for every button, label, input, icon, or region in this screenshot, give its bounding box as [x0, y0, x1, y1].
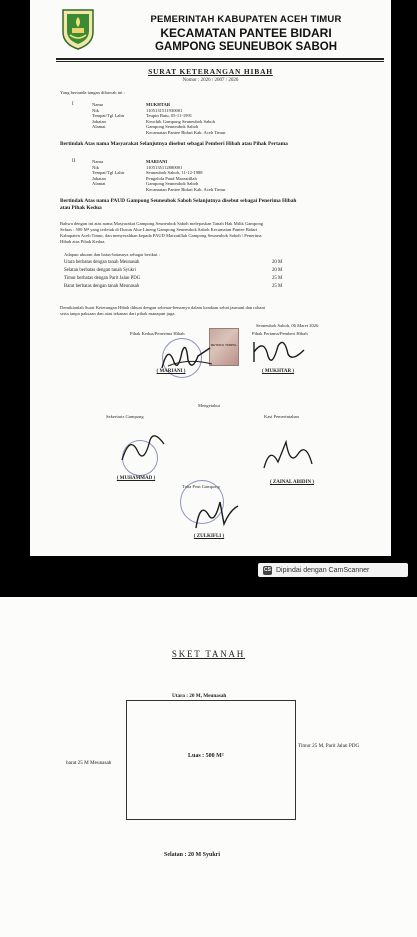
sketch-page [0, 597, 417, 937]
witness-title: Mengetahui [198, 403, 220, 408]
elder-role: Tuha Peut Gampong [182, 484, 220, 489]
letterhead-district: KECAMATAN PANTEE BIDARI [160, 26, 332, 40]
section-head-role: Kasi Pemerintahan [264, 414, 299, 419]
elder-signature-icon [190, 494, 242, 534]
party-two-number: II [72, 159, 76, 164]
camscanner-watermark [258, 563, 408, 577]
sketch-area-label: Luas : 500 M² [188, 753, 224, 759]
sketch-south-label: Selatan : 20 M Syukri [164, 852, 221, 858]
place-date: Seuneubok Saboh, 06 Maret 2026 [256, 323, 319, 328]
party-two-row: Nik 1105135112880001 [92, 164, 183, 170]
letterhead-regency: PEMERINTAH KABUPATEN ACEH TIMUR [150, 14, 342, 25]
sketch-west-label: barat 25 M Meunasah [66, 760, 112, 766]
receiver-role: Pihak Kedua/Penerima Hibah [130, 331, 185, 336]
camscanner-text: Dipindai dengan CamScanner [276, 566, 370, 574]
party-one-row: Tempat/Tgl Lahir Teupin Batu, 05-11-1991 [92, 113, 193, 119]
document-number: Nomor : 2026 / 2007 / 2026 [182, 78, 239, 83]
section-head-signature-icon [260, 436, 316, 476]
party-two-row: Tempat/Tgl Lahir Seuneubok Saboh, 11-12-1988 [92, 170, 203, 176]
opening-line: Yang bertanda tangan dibawah ini : [60, 90, 125, 95]
closing-line: serta tanpa paksaan dan atau tekanan dari pihak manapun juga. [60, 311, 176, 316]
party-one-statement: Bertindak Atas nama Masyarakat Selanjutnya disebut sebagai Pemberi Hibah atau Pihak Pertama [60, 141, 288, 147]
elder-name: ( ZULKIFLI ) [193, 534, 225, 539]
document-title: SURAT KETERANGAN HIBAH [148, 67, 273, 76]
body-line: Hibah atas Pihak Kedua. [60, 239, 106, 244]
body-line: Kabupaten Aceh Timur, dan menyerahkan kepada PAUD Marzatillah Gampong Seuneubok Saboh / Penerima [60, 233, 262, 238]
closing-line: Demikianlah Surat Keterangan Hibah dibuat dengan sebenar-benarnya dalam keadaan sehat jasmani dan rohani [60, 305, 266, 310]
party-one-row: Kecamatan Pantee Bidari Kab. Aceh Timur [146, 130, 226, 135]
materai-stamp: METERAI TEMPEL [209, 328, 239, 366]
body-line: Bahwa dengan ini atas nama Masyarakat Gampong Seuneubok Saboh melepaskan Tanah Hak Milik Gampong [60, 221, 264, 226]
secretary-name: ( MUHAMMAD ) [116, 476, 156, 481]
secretary-signature-icon [118, 430, 168, 466]
party-one-row: Jabatan Keuchik Gampong Seuneubok Saboh [92, 118, 216, 124]
party-two-row: Alamat Gampong Seuneubok Saboh [92, 181, 199, 187]
party-one-number: I [72, 102, 74, 107]
party-two-row: Jabatan Pengelola Paud Marzatillah [92, 175, 197, 181]
section-head-name: ( ZAINAL ABIDIN ) [269, 480, 315, 485]
boundary-item: Selatan berbatas dengan tanah Syukri 20 M [64, 268, 283, 273]
boundary-item: Barat berbatas dengan tanah Meunasah 25 M [64, 284, 283, 289]
sketch-east-label: Timur 25 M, Parit Jalan PDG [298, 743, 360, 749]
party-one-row: Alamat Gampong Seuneubok Saboh [92, 124, 199, 130]
party-two-statement-cont: atau Pihak Kedua [60, 205, 102, 211]
party-two-row: Kecamatan Pantee Bidari Kab. Aceh Timur [146, 187, 226, 192]
party-two-statement: Bertindak Atas nama PAUD Gampong Seuneubok Saboh Selanjutnya disebut sebagai Penerima Hibah [60, 198, 297, 204]
boundary-item: Utara berbatas dengan tanah Meunasah 20 M [64, 260, 283, 265]
aceh-timur-emblem-icon [60, 8, 96, 50]
boundaries-intro: Adapun ukuran dan batas-batasnya sebagai berikut : [64, 252, 160, 257]
party-two-row: Nama MARIANI [92, 159, 168, 164]
land-plot-outline [126, 700, 296, 820]
letterhead-divider [56, 58, 384, 60]
sketch-north-label: Utara : 20 M, Meunasah [172, 693, 227, 699]
boundary-item: Timur berbatas dengan Parit Jalan PDG 25 M [64, 276, 283, 281]
letter-page [30, 0, 391, 556]
sketch-title: SKET TANAH [171, 649, 246, 659]
body-line: Seluas : 500 M² yang terletak di Dusun Alue Lineng Gampong Seuneubok Saboh Kecamatan Pantee Bidari [60, 227, 258, 232]
letterhead-divider-thin [56, 61, 384, 62]
letterhead [106, 14, 386, 54]
party-one-row: Nama MUKHTAR [92, 102, 171, 107]
party-one-row: Nik 1105131511930001 [92, 107, 183, 113]
secretary-role: Sekertaris Gampong [106, 414, 144, 419]
camscanner-icon: CS [264, 567, 271, 573]
giver-role: Pihak Pertama/Pemberi Hibah [252, 331, 308, 336]
letterhead-village: GAMPONG SEUNEUBOK SABOH [154, 41, 338, 53]
receiver-name: ( MARIANI ) [156, 369, 186, 374]
giver-signature-icon [248, 332, 308, 368]
giver-name: ( MUKHTAR ) [261, 369, 295, 374]
